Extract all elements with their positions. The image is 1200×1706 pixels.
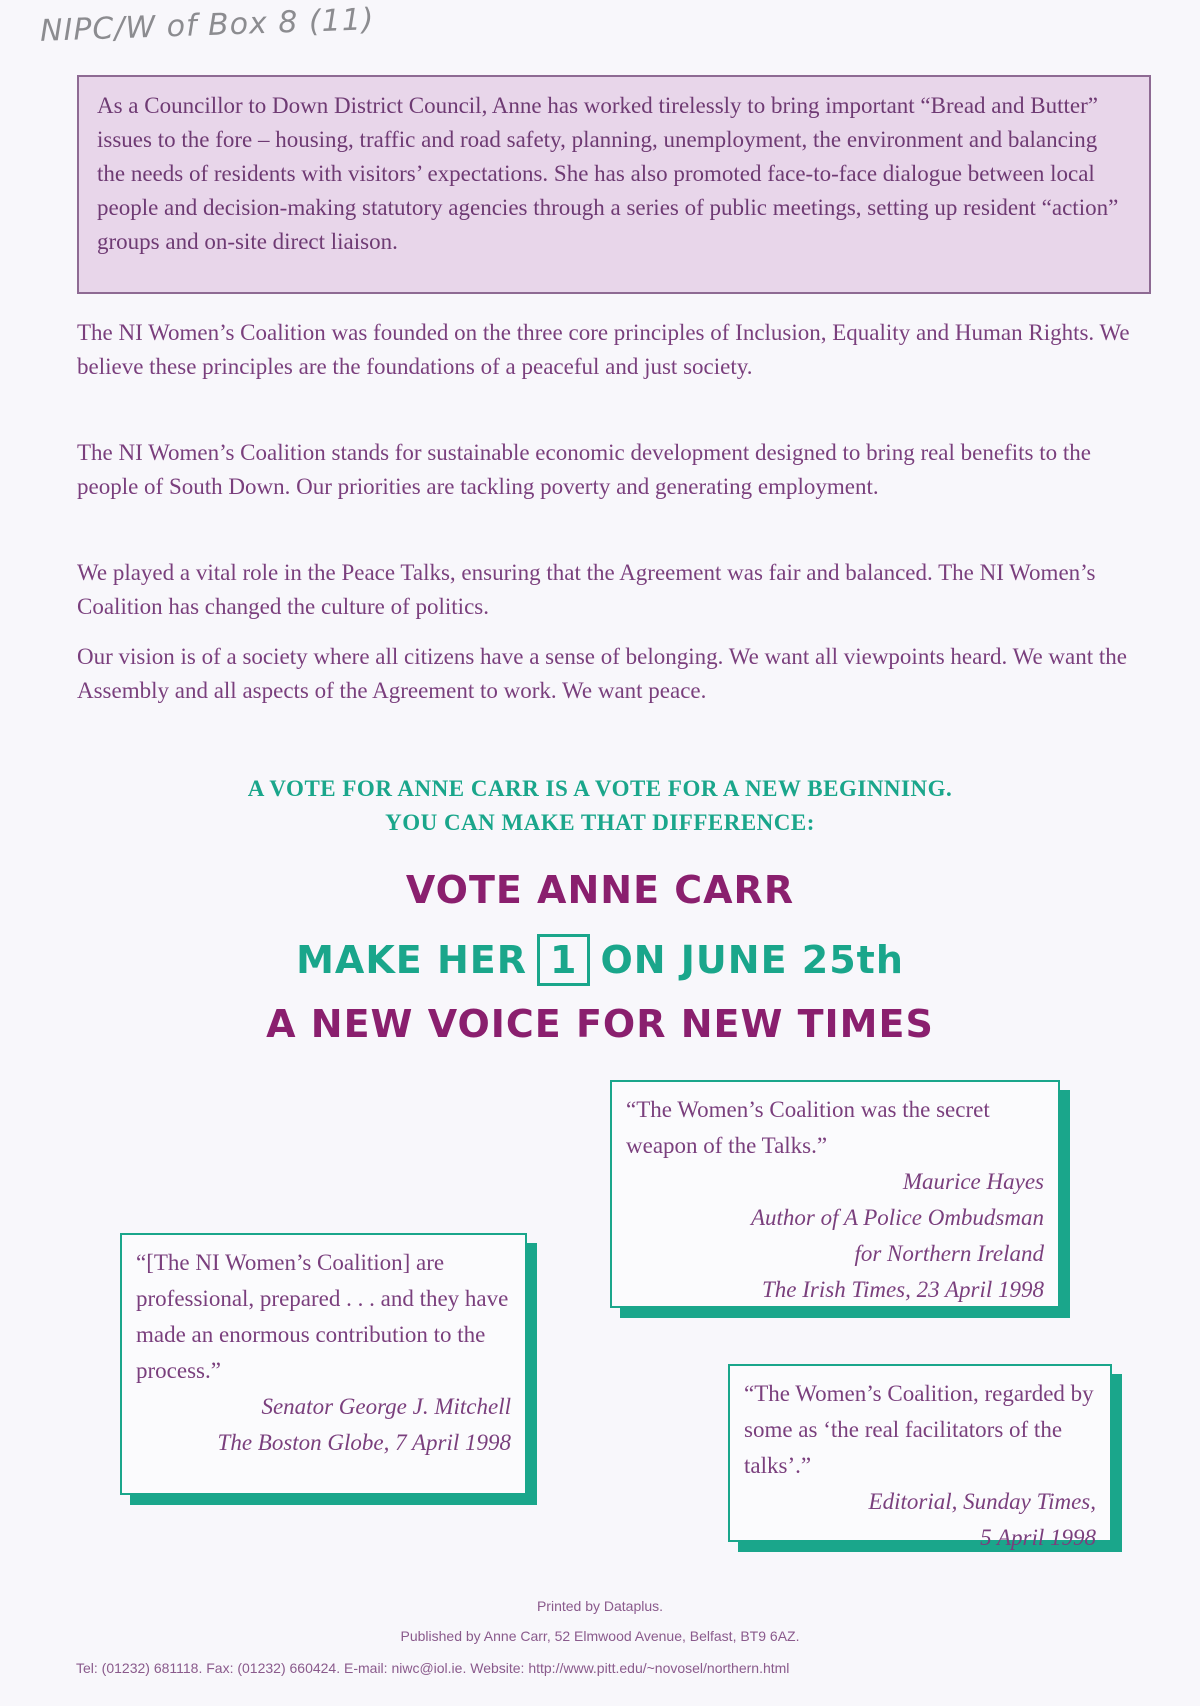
quote-box-sunday-times bbox=[728, 1364, 1112, 1550]
vision-paragraph: Our vision is of a society where all citizens have a sense of belonging. We want all viewpoints heard. We want the Assembly and all aspects of the Agreement to work. We want peace. bbox=[77, 644, 1127, 703]
quote-attribution: Author of A Police Ombudsman bbox=[750, 1205, 1044, 1230]
footer-published-by: Published by Anne Carr, 52 Elmwood Avenue, Belfast, BT9 6AZ. bbox=[400, 1628, 800, 1644]
ballot-number-box: 1 bbox=[537, 934, 590, 986]
footer-contact: Tel: (01232) 681118. Fax: (01232) 660424. E-mail: niwc@iol.ie. Website: http://www.pitt.edu/~novosel/northern.html bbox=[76, 1660, 790, 1676]
economic-paragraph: The NI Women’s Coalition stands for sustainable economic development designed to bring real benefits to the people of South Down. Our priorities are tackling poverty and generating employment. bbox=[77, 440, 1091, 499]
make-her-slogan bbox=[0, 934, 1200, 986]
peace-talks-paragraph: We played a vital role in the Peace Talks, ensuring that the Agreement was fair and balanced. The NI Women’s Coalition has changed the culture of politics. bbox=[77, 560, 1096, 619]
call-to-action-line1: A VOTE FOR ANNE CARR IS A VOTE FOR A NEW BEGINNING. bbox=[247, 776, 953, 801]
quote-attribution: for Northern Ireland bbox=[854, 1241, 1044, 1266]
vote-slogan: VOTE ANNE CARR bbox=[405, 868, 795, 912]
new-voice-slogan: A NEW VOICE FOR NEW TIMES bbox=[266, 1002, 934, 1046]
councillor-intro-box: As a Councillor to Down District Council, Anne has worked tirelessly to bring important “Bread and Butter” issues to the fore – housing, traffic and road safety, planning, unemployment, the environment and balancing the needs of residents with visitors’ expectations. She has also promoted face-to-face dialogue between local people and decision-making statutory agencies through a series of public meetings, setting up resident “action” groups and on-site direct liaison. bbox=[77, 75, 1151, 294]
handwritten-archive-note: NIPC/W of Box 8 (11) bbox=[39, 2, 376, 49]
quote-text: “[The NI Women’s Coalition] are professional, prepared . . . and they have made an enormous contribution to the process.” bbox=[136, 1250, 509, 1383]
make-her-text: MAKE HER bbox=[296, 938, 527, 982]
call-to-action-line2: YOU CAN MAKE THAT DIFFERENCE: bbox=[385, 810, 815, 835]
quote-attribution: Senator George J. Mitchell bbox=[261, 1394, 511, 1419]
quote-text: “The Women’s Coalition, regarded by some as ‘the real facilitators of the talks’.” bbox=[744, 1381, 1094, 1478]
quote-attribution: Maurice Hayes bbox=[902, 1169, 1044, 1194]
quote-attribution: Editorial, Sunday Times, bbox=[868, 1489, 1096, 1514]
quote-box-hayes bbox=[610, 1080, 1060, 1308]
quote-attribution: The Irish Times, 23 April 1998 bbox=[762, 1277, 1044, 1302]
quote-text: “The Women’s Coalition was the secret weapon of the Talks.” bbox=[626, 1097, 990, 1158]
quote-box-mitchell bbox=[120, 1233, 527, 1495]
footer-printed-by: Printed by Dataplus. bbox=[536, 1598, 664, 1614]
election-date-text: ON JUNE 25th bbox=[600, 938, 904, 982]
principles-paragraph: The NI Women’s Coalition was founded on the three core principles of Inclusion, Equality and Human Rights. We believe these principles are the foundations of a peaceful and just society. bbox=[77, 320, 1130, 379]
quote-attribution: 5 April 1998 bbox=[980, 1525, 1096, 1550]
quote-attribution: The Boston Globe, 7 April 1998 bbox=[217, 1430, 511, 1455]
